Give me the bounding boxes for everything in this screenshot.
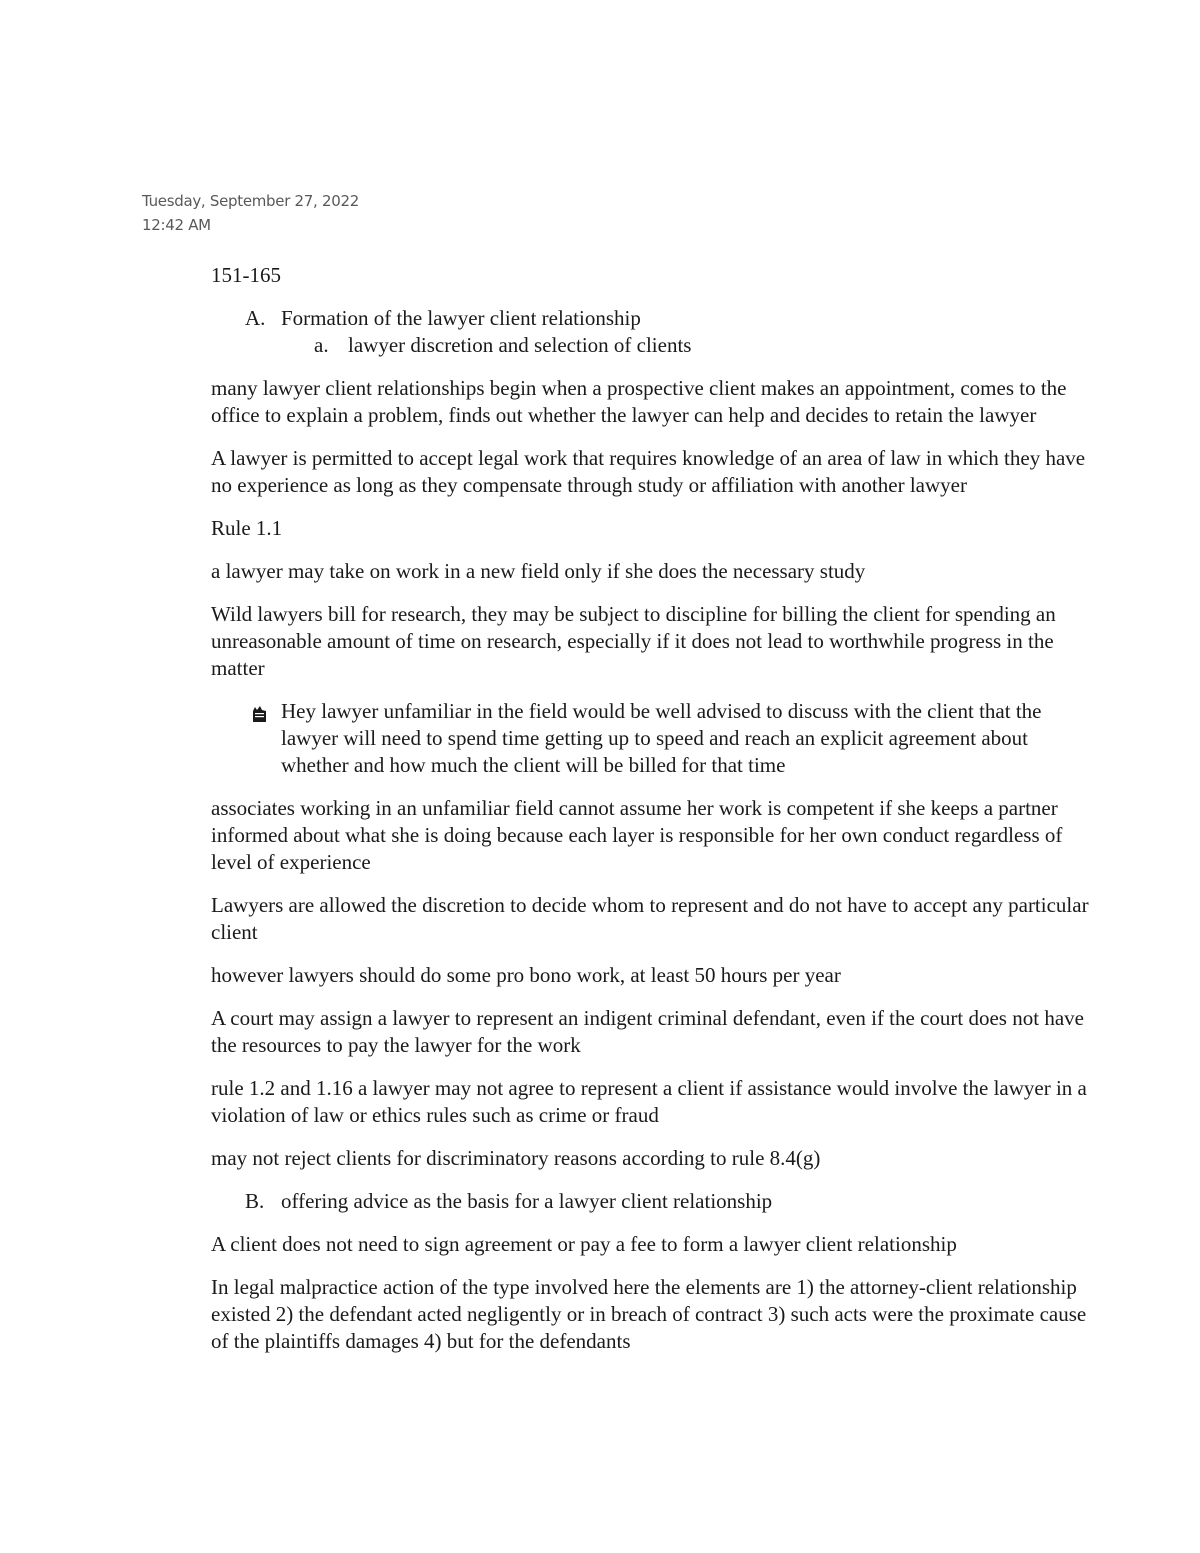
paragraph: Rule 1.1: [211, 516, 283, 540]
header-time: 12:42 AM: [142, 216, 211, 234]
paragraph: a lawyer may take on work in a new field only if she does the necessary study: [211, 559, 866, 583]
paragraph: A court may assign a lawyer to represent an indigent criminal defendant, even if the court does not have the resources to pay the lawyer for the work: [211, 1006, 1084, 1057]
outline-marker-a: A.: [245, 306, 266, 330]
paragraph: A lawyer is permitted to accept legal work that requires knowledge of an area of law in which they have no experience as long as they compensate through study or affiliation with another lawyer: [211, 446, 1086, 497]
document-body: [211, 262, 1091, 1371]
todo-flag-icon[interactable]: [251, 698, 281, 779]
outline-item-a: [211, 305, 1091, 332]
header-date: Tuesday, September 27, 2022: [142, 192, 359, 210]
outline-marker-b: B.: [245, 1189, 265, 1213]
paragraph: Lawyers are allowed the discretion to decide whom to represent and do not have to accept any particular client: [211, 893, 1089, 944]
page-header: [142, 189, 359, 237]
todo-text: Hey lawyer unfamiliar in the field would be well advised to discuss with the client that the lawyer will need to spend time getting up to speed and reach an explicit agreement about whether and how much the client will be billed for that time: [281, 699, 1042, 777]
outline-text-b: offering advice as the basis for a lawyer client relationship: [281, 1189, 773, 1213]
paragraph: however lawyers should do some pro bono work, at least 50 hours per year: [211, 963, 841, 987]
outline-item-b: [211, 1188, 1091, 1215]
paragraph: rule 1.2 and 1.16 a lawyer may not agree to represent a client if assistance would involve the lawyer in a violation of law or ethics rules such as crime or fraud: [211, 1076, 1087, 1127]
paragraph: In legal malpractice action of the type involved here the elements are 1) the attorney-client relationship existed 2) the defendant acted negligently or in breach of contract 3) such acts were the proximate cause of the plaintiffs damages 4) but for the defendants: [211, 1275, 1087, 1353]
paragraph: may not reject clients for discriminatory reasons according to rule 8.4(g): [211, 1146, 821, 1170]
paragraph: many lawyer client relationships begin when a prospective client makes an appointment, comes to the office to explain a problem, finds out whether the lawyer can help and decides to retain the lawyer: [211, 376, 1067, 427]
outline-subitem-a: [211, 332, 1091, 359]
page-range: 151-165: [211, 263, 281, 287]
outline-submarker-a: a.: [314, 333, 329, 357]
outline-subtext-a: lawyer discretion and selection of clients: [348, 333, 692, 357]
paragraph: associates working in an unfamiliar field cannot assume her work is competent if she keeps a partner informed about what she is doing because each layer is responsible for her own conduct regardless of level of experience: [211, 796, 1063, 874]
outline-section-a: [211, 305, 1091, 359]
outline-text-a: Formation of the lawyer client relationship: [281, 306, 641, 330]
paragraph: Wild lawyers bill for research, they may be subject to discipline for billing the client for spending an unreasonable amount of time on research, especially if it does not lead to worthwhile progress in the matter: [211, 602, 1056, 680]
todo-item: [211, 698, 1091, 779]
paragraph: A client does not need to sign agreement or pay a fee to form a lawyer client relationship: [211, 1232, 957, 1256]
